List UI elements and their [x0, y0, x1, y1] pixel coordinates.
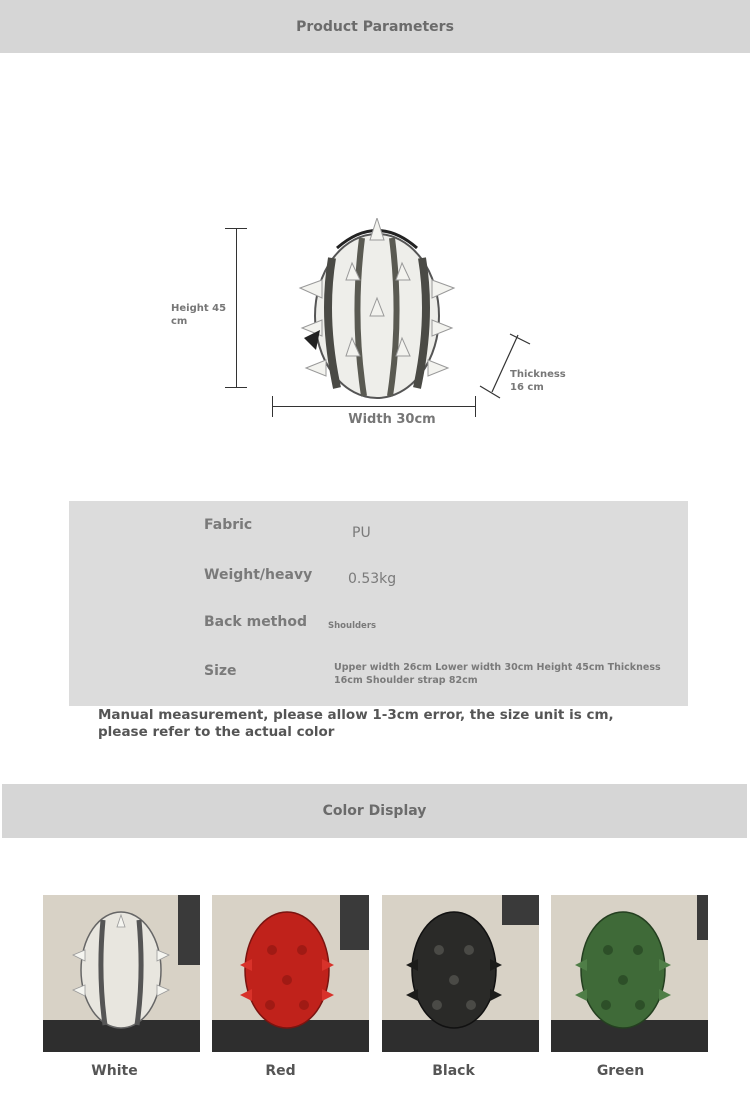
- param-label-fabric: Fabric: [204, 517, 253, 533]
- width-tick-right: [475, 396, 476, 417]
- param-label-back-method: Back method: [204, 614, 307, 630]
- param-label-size: Size: [204, 663, 237, 679]
- section-title: Color Display: [322, 803, 427, 819]
- color-swatch-black[interactable]: [382, 895, 539, 1052]
- measurement-note: Manual measurement, please allow 1-3cm error, the size unit is cm, please refer to the actual color: [98, 707, 614, 740]
- width-line: [272, 406, 476, 407]
- param-value-weight: 0.53kg: [348, 571, 397, 587]
- color-display-header: [2, 784, 747, 838]
- width-tick-left: [272, 396, 273, 417]
- color-label-green: Green: [596, 1063, 645, 1079]
- param-value-size: Upper width 26cm Lower width 30cm Height 45cm Thickness 16cm Shoulder strap 82cm: [334, 662, 661, 686]
- color-label-red: Red: [265, 1063, 296, 1079]
- color-label-white: White: [91, 1063, 138, 1079]
- color-swatch-red[interactable]: [212, 895, 369, 1052]
- width-label: Width 30cm: [348, 412, 436, 427]
- color-label-black: Black: [432, 1063, 475, 1079]
- height-label: Height 45 cm: [171, 303, 227, 327]
- product-image: [292, 218, 462, 403]
- height-tick-bottom: [225, 387, 247, 388]
- param-value-back-method: Shoulders: [328, 621, 377, 631]
- param-value-fabric: PU: [352, 525, 371, 541]
- product-parameters-header: [0, 0, 750, 53]
- thickness-label: Thickness 16 cm: [510, 369, 566, 393]
- parameter-table: [69, 501, 688, 706]
- color-swatch-green[interactable]: [551, 895, 708, 1052]
- param-label-weight: Weight/heavy: [204, 567, 313, 583]
- section-title: Product Parameters: [296, 18, 454, 35]
- color-swatch-white[interactable]: [43, 895, 200, 1052]
- height-line: [236, 228, 237, 387]
